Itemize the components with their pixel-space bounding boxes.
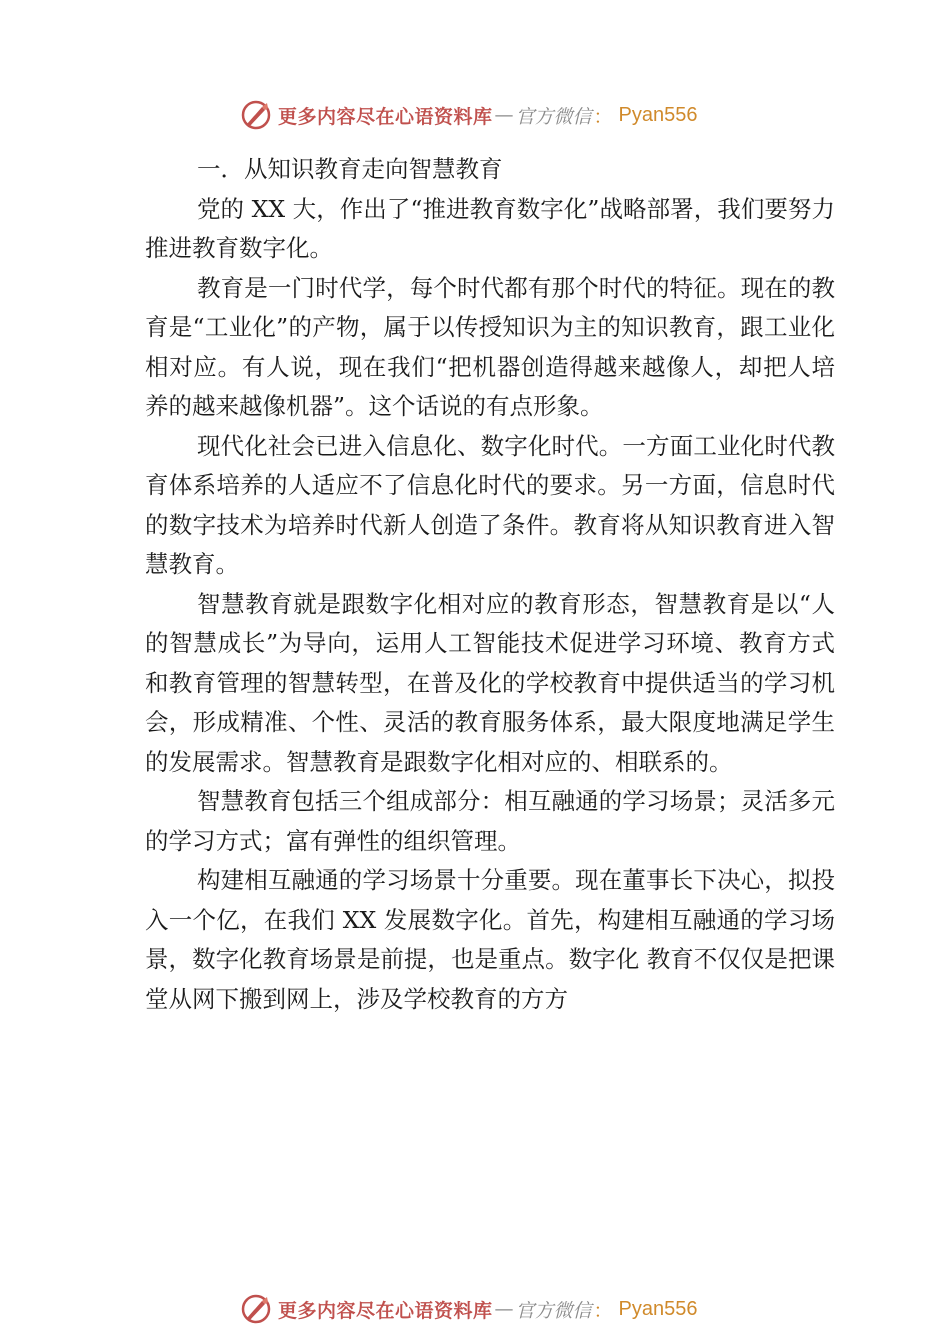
banner-colon: ： — [593, 105, 613, 128]
banner-colon: ： — [593, 1299, 613, 1322]
document-body — [145, 150, 835, 1019]
section-heading: 一．从知识教育走向智慧教育 — [197, 155, 503, 183]
banner-label: 官方微信 — [515, 105, 592, 128]
paragraph-4: 智慧教育就是跟数字化相对应的教育形态，智慧教育是以“人的智慧成长”为导向，运用人工智能技术促进学习环境、教育方式和教育管理的智慧转型，在普及化的学校教育中提供适当的学习机会，形成精准、个性、灵活的教育服务体系，最大限度地满足学生的发展需求。智慧教育是跟数字化相对应的、相联系的。 — [145, 589, 835, 776]
paragraph-2: 教育是一门时代学，每个时代都有那个时代的特征。现在的教育是“工业化”的产物，属于以传授知识为主的知识教育，跟工业化相对应。有人说，现在我们“把机器创造得越来越像人，却把人培养的越来越像机器”。这个话说的有点形象。 — [145, 273, 835, 420]
quill-logo-icon — [240, 1293, 272, 1325]
paragraph-3: 现代化社会已进入信息化、数字化时代。一方面工业化时代教育体系培养的人适应不了信息化时代的要求。另一方面，信息时代的数字技术为培养时代新人创造了条件。教育将从知识教育进入智慧教育。 — [145, 431, 835, 578]
banner-wechat-id: Pyan556 — [618, 1297, 698, 1320]
banner-title: 更多内容尽在心语资料库 — [278, 105, 493, 128]
banner-label: 官方微信 — [515, 1299, 592, 1322]
header-banner — [240, 97, 698, 133]
banner-dash: — — [494, 1298, 514, 1320]
banner-title: 更多内容尽在心语资料库 — [278, 1299, 493, 1322]
paragraph-6: 构建相互融通的学习场景十分重要。现在董事长下决心，拟投入一个亿，在我们 XX 发展数字化。首先，构建相互融通的学习场景，数字化教育场景是前提，也是重点。数字化 教育不仅仅是把课堂从网下搬到网上，涉及学校教育的方方 — [145, 866, 835, 1013]
paragraph-1: 党的 XX 大，作出了“推进教育数字化”战略部署，我们要努力推进教育数字化。 — [145, 194, 835, 262]
quill-logo-icon — [240, 99, 272, 131]
paragraph-5: 智慧教育包括三个组成部分：相互融通的学习场景；灵活多元的学习方式；富有弹性的组织管理。 — [145, 787, 835, 855]
banner-dash: — — [494, 104, 514, 126]
footer-banner — [240, 1291, 698, 1327]
banner-wechat-id: Pyan556 — [618, 103, 698, 126]
